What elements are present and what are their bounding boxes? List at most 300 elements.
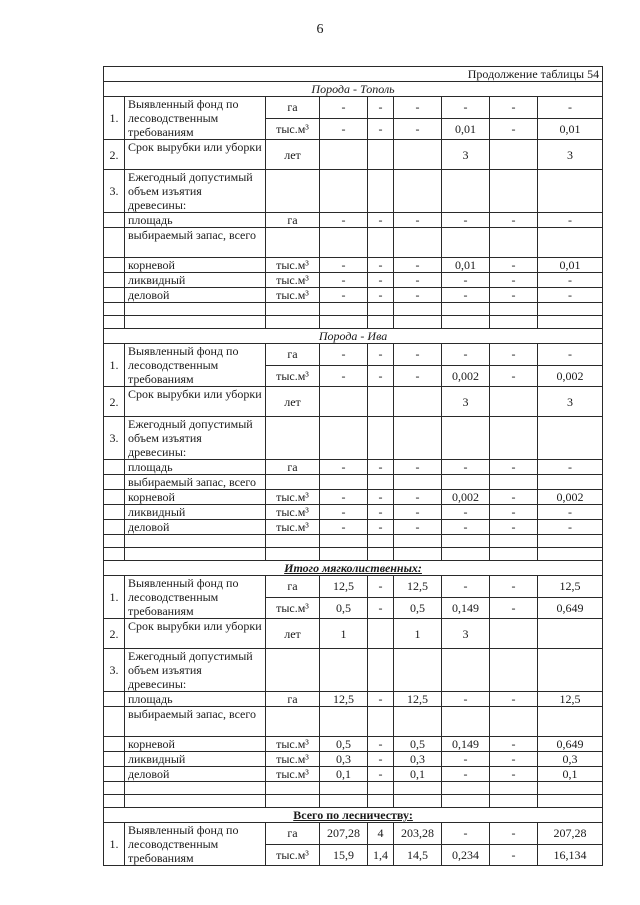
unit-cell: тыс.м³ [266,767,320,782]
table-row [104,273,603,288]
unit-cell: тыс.м³ [266,490,320,505]
value-cell: - [394,344,442,366]
indicator-name: Выявленный фонд по лесоводственным требованиям [125,576,266,619]
row-number: 3. [104,170,125,213]
empty-cell [442,782,490,795]
unit-cell: тыс.м³ [266,258,320,273]
empty-cell [394,548,442,561]
value-cell [442,707,490,737]
value-cell: 3 [538,387,603,417]
empty-cell [320,795,368,808]
value-cell: 0,002 [538,490,603,505]
empty-cell [266,316,320,329]
value-cell [394,417,442,460]
empty-cell [266,303,320,316]
blank-row [104,535,603,548]
value-cell: - [368,213,394,228]
value-cell: - [394,505,442,520]
empty-cell [442,548,490,561]
value-cell: 0,149 [442,737,490,752]
value-cell: - [490,692,538,707]
value-cell [442,475,490,490]
value-cell [538,707,603,737]
indicator-name: корневой [125,737,266,752]
value-cell: 14,5 [394,844,442,866]
unit-cell: лет [266,619,320,649]
value-cell: - [368,692,394,707]
row-number [104,213,125,228]
value-cell: - [442,273,490,288]
value-cell: 0,3 [538,752,603,767]
row-number [104,520,125,535]
page-number: 6 [316,22,324,37]
value-cell: - [394,258,442,273]
table-row [104,460,603,475]
table-row [104,170,603,213]
table-row [104,475,603,490]
indicator-name: Срок вырубки или уборки [125,387,266,417]
value-cell: - [490,767,538,782]
value-cell: - [538,344,603,366]
value-cell: 0,01 [538,258,603,273]
row-number [104,460,125,475]
indicator-name: выбираемый запас, всего [125,228,266,258]
value-cell: - [368,344,394,366]
value-cell [442,649,490,692]
empty-cell [394,535,442,548]
indicator-name: ликвидный [125,273,266,288]
value-cell [490,140,538,170]
empty-cell [538,303,603,316]
value-cell: 12,5 [538,576,603,598]
value-cell [320,649,368,692]
value-cell [490,417,538,460]
unit-cell: лет [266,387,320,417]
unit-cell [266,228,320,258]
value-cell [368,387,394,417]
empty-cell [320,782,368,795]
value-cell: - [538,520,603,535]
indicator-name: площадь [125,460,266,475]
row-number [104,490,125,505]
empty-cell [368,303,394,316]
value-cell: - [368,97,394,119]
table-row [104,228,603,258]
unit-cell [266,475,320,490]
value-cell [394,475,442,490]
value-cell: - [368,520,394,535]
value-cell: - [368,505,394,520]
value-cell: 3 [442,619,490,649]
value-cell: 3 [538,140,603,170]
value-cell: - [490,576,538,598]
value-cell: - [394,118,442,140]
value-cell: - [490,597,538,619]
value-cell [490,387,538,417]
empty-cell [490,782,538,795]
indicator-name: Выявленный фонд по лесоводственным требованиям [125,97,266,140]
value-cell: 0,649 [538,597,603,619]
value-cell: 4 [368,823,394,845]
value-cell: - [490,752,538,767]
section-header-row [104,82,603,97]
empty-cell [368,795,394,808]
value-cell [320,475,368,490]
value-cell: - [368,460,394,475]
indicator-name: площадь [125,692,266,707]
table-row [104,417,603,460]
value-cell: 207,28 [320,823,368,845]
table-row [104,752,603,767]
table-row [104,520,603,535]
empty-cell [104,795,125,808]
value-cell: - [368,597,394,619]
indicator-name: ликвидный [125,505,266,520]
value-cell: 0,5 [394,737,442,752]
indicator-name: Ежегодный допустимый объем изъятия древесины: [125,417,266,460]
value-cell: 0,3 [320,752,368,767]
value-cell: - [442,752,490,767]
value-cell: - [394,365,442,387]
value-cell: 0,01 [538,118,603,140]
value-cell: - [394,213,442,228]
unit-cell: га [266,344,320,366]
value-cell: - [368,273,394,288]
value-cell: - [320,505,368,520]
value-cell: - [368,576,394,598]
value-cell: 3 [442,387,490,417]
row-number: 3. [104,417,125,460]
value-cell [394,387,442,417]
row-number: 3. [104,649,125,692]
value-cell: - [442,823,490,845]
value-cell [320,140,368,170]
value-cell [394,228,442,258]
value-cell: - [442,692,490,707]
value-cell [394,649,442,692]
value-cell [368,475,394,490]
table-row [104,490,603,505]
row-number [104,692,125,707]
section-title: Всего по лесничеству: [104,808,603,823]
value-cell: 0,002 [538,365,603,387]
indicator-name: корневой [125,258,266,273]
value-cell: 0,649 [538,737,603,752]
value-cell [394,707,442,737]
empty-cell [394,316,442,329]
value-cell [538,649,603,692]
table-row [104,737,603,752]
indicator-name: Выявленный фонд по лесоводственным требованиям [125,344,266,387]
empty-cell [442,303,490,316]
row-number [104,475,125,490]
value-cell: - [490,844,538,866]
blank-row [104,795,603,808]
unit-cell: тыс.м³ [266,844,320,866]
empty-cell [538,316,603,329]
section-header-row [104,561,603,576]
empty-cell [538,782,603,795]
table-row [104,576,603,598]
value-cell: - [490,118,538,140]
empty-cell [104,316,125,329]
value-cell [442,228,490,258]
empty-cell [490,303,538,316]
value-cell: - [442,520,490,535]
empty-cell [394,795,442,808]
unit-cell: тыс.м³ [266,365,320,387]
empty-cell [368,548,394,561]
empty-cell [490,316,538,329]
indicator-name: деловой [125,767,266,782]
value-cell: - [320,520,368,535]
value-cell [368,140,394,170]
indicator-name: Срок вырубки или уборки [125,140,266,170]
value-cell: - [320,344,368,366]
value-cell: 0,1 [320,767,368,782]
value-cell: - [394,288,442,303]
empty-cell [266,795,320,808]
empty-cell [368,316,394,329]
value-cell: - [320,460,368,475]
value-cell: - [394,460,442,475]
value-cell: - [538,288,603,303]
unit-cell: га [266,97,320,119]
row-number: 2. [104,619,125,649]
value-cell [538,619,603,649]
value-cell: - [394,273,442,288]
value-cell: 1 [394,619,442,649]
value-cell: - [368,767,394,782]
unit-cell: га [266,576,320,598]
value-cell: 1 [320,619,368,649]
blank-row [104,782,603,795]
indicator-name: деловой [125,520,266,535]
empty-cell [442,535,490,548]
value-cell: - [320,97,368,119]
value-cell: - [538,213,603,228]
value-cell: 12,5 [320,576,368,598]
empty-cell [266,782,320,795]
unit-cell: тыс.м³ [266,288,320,303]
value-cell: - [368,737,394,752]
empty-cell [538,548,603,561]
unit-cell: га [266,823,320,845]
value-cell [538,475,603,490]
section-title: Порода - Тополь [104,82,603,97]
blank-row [104,316,603,329]
row-number [104,707,125,737]
value-cell: 0,1 [538,767,603,782]
section-title: Порода - Ива [104,329,603,344]
value-cell: - [368,752,394,767]
indicator-name: Выявленный фонд по лесоводственным требованиям [125,823,266,866]
unit-cell: тыс.м³ [266,505,320,520]
value-cell: - [368,258,394,273]
value-cell: - [394,97,442,119]
value-cell: - [442,576,490,598]
row-number [104,767,125,782]
unit-cell: тыс.м³ [266,597,320,619]
value-cell: - [490,490,538,505]
unit-cell: га [266,213,320,228]
empty-cell [490,548,538,561]
value-cell [320,417,368,460]
value-cell: - [538,273,603,288]
row-number [104,273,125,288]
value-cell [368,619,394,649]
value-cell: - [368,118,394,140]
table-row [104,619,603,649]
empty-cell [538,535,603,548]
indicator-name: Срок вырубки или уборки [125,619,266,649]
empty-cell [104,535,125,548]
value-cell: - [538,460,603,475]
value-cell: 0,5 [394,597,442,619]
value-cell [538,417,603,460]
unit-cell [266,417,320,460]
unit-cell: тыс.м³ [266,752,320,767]
value-cell: 0,01 [442,118,490,140]
value-cell: 12,5 [394,692,442,707]
row-number: 2. [104,140,125,170]
value-cell [394,170,442,213]
empty-cell [394,303,442,316]
value-cell [490,475,538,490]
empty-cell [266,535,320,548]
empty-cell [104,303,125,316]
value-cell: - [320,273,368,288]
unit-cell [266,707,320,737]
value-cell: 3 [442,140,490,170]
value-cell [368,170,394,213]
table-row [104,767,603,782]
table-row [104,505,603,520]
value-cell [368,649,394,692]
value-cell: 0,002 [442,365,490,387]
value-cell: - [490,97,538,119]
table-row [104,97,603,119]
value-cell: - [490,288,538,303]
value-cell: - [394,490,442,505]
value-cell [320,387,368,417]
value-cell: - [490,213,538,228]
empty-cell [538,795,603,808]
empty-cell [320,316,368,329]
row-number [104,505,125,520]
indicator-name: ликвидный [125,752,266,767]
value-cell: - [368,365,394,387]
row-number: 1. [104,344,125,387]
empty-cell [320,535,368,548]
unit-cell: тыс.м³ [266,520,320,535]
empty-cell [125,548,266,561]
unit-cell: лет [266,140,320,170]
value-cell [368,228,394,258]
row-number: 1. [104,576,125,619]
value-cell: 0,1 [394,767,442,782]
value-cell: 1,4 [368,844,394,866]
unit-cell: тыс.м³ [266,273,320,288]
value-cell: - [320,258,368,273]
empty-cell [442,316,490,329]
value-cell: 12,5 [538,692,603,707]
value-cell: - [490,344,538,366]
value-cell [442,170,490,213]
empty-cell [368,535,394,548]
table-row [104,288,603,303]
value-cell: - [538,97,603,119]
value-cell: - [368,288,394,303]
empty-cell [320,548,368,561]
value-cell: 207,28 [538,823,603,845]
unit-cell: га [266,692,320,707]
value-cell: - [490,520,538,535]
value-cell: - [490,365,538,387]
unit-cell [266,649,320,692]
value-cell [490,170,538,213]
value-cell: 12,5 [394,576,442,598]
empty-cell [125,535,266,548]
value-cell: - [490,823,538,845]
empty-cell [394,782,442,795]
value-cell: - [490,273,538,288]
table-row [104,692,603,707]
value-cell: - [442,213,490,228]
row-number [104,258,125,273]
value-cell: 0,002 [442,490,490,505]
row-number: 1. [104,97,125,140]
value-cell: - [538,505,603,520]
value-cell [490,707,538,737]
row-number: 2. [104,387,125,417]
section-header-row [104,329,603,344]
unit-cell: тыс.м³ [266,737,320,752]
empty-cell [368,782,394,795]
value-cell [320,707,368,737]
value-cell [368,707,394,737]
value-cell [442,417,490,460]
empty-cell [104,782,125,795]
indicator-name: корневой [125,490,266,505]
empty-cell [125,782,266,795]
empty-cell [125,795,266,808]
value-cell [538,170,603,213]
value-cell: - [490,460,538,475]
value-cell: - [368,490,394,505]
forest-fund-table [103,66,603,866]
value-cell: 16,134 [538,844,603,866]
table-header-row [104,67,603,82]
value-cell [320,228,368,258]
value-cell [490,649,538,692]
value-cell [368,417,394,460]
table-row [104,258,603,273]
unit-cell [266,170,320,213]
value-cell: 0,01 [442,258,490,273]
value-cell: - [442,344,490,366]
unit-cell: га [266,460,320,475]
row-number [104,288,125,303]
table-row [104,344,603,366]
table-row [104,649,603,692]
blank-row [104,548,603,561]
blank-row [104,303,603,316]
indicator-name: Ежегодный допустимый объем изъятия древесины: [125,170,266,213]
value-cell: - [394,520,442,535]
value-cell: - [442,288,490,303]
row-number: 1. [104,823,125,866]
